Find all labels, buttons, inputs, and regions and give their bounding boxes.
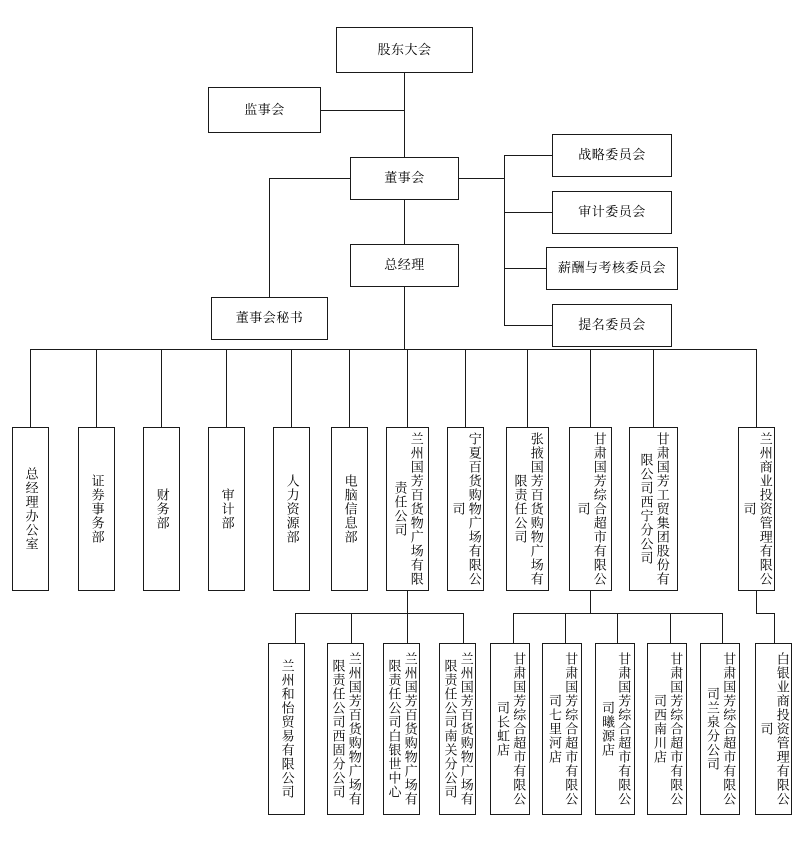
drop-securities-dept — [96, 349, 97, 427]
node-securities-dept[interactable] — [78, 427, 115, 591]
drop-lanzhou-commercial-investment — [756, 349, 757, 427]
drop-gansu-guofang-shuyuan — [617, 613, 618, 643]
node-shareholders-meeting[interactable] — [336, 27, 473, 73]
connector-bus-to-nomination — [504, 325, 552, 326]
node-baiyin-commercial-investment[interactable] — [755, 643, 792, 815]
drop-gm-office — [30, 349, 31, 427]
committee-bus-vertical — [504, 155, 505, 325]
node-label: 薪酬与考核委员会 — [557, 260, 666, 276]
node-label: 甘肃国芳综合超市有限公司 — [575, 432, 607, 586]
node-label: 证券事务部 — [89, 474, 105, 544]
node-board-of-directors[interactable] — [350, 157, 459, 200]
drop-gansu-guofang-qilihe — [565, 613, 566, 643]
level4-bus-lanzhou — [295, 613, 463, 614]
connector-board-to-secretary-h — [269, 178, 350, 179]
drop-lanzhou-guofang-dept-store — [407, 349, 408, 427]
drop-lanzhou-guofang-nanguan — [463, 613, 464, 643]
node-label: 总经理 — [384, 257, 425, 273]
node-label: 甘肃国芳综合超市有限公司长虹店 — [495, 652, 527, 806]
node-gansu-guofang-supermarket[interactable] — [569, 427, 612, 591]
node-label: 董事会 — [384, 170, 425, 186]
connector-gansu-supermarket-down — [590, 591, 591, 613]
node-nomination-committee[interactable] — [552, 304, 672, 347]
connector-bus-to-strategy — [504, 155, 552, 156]
drop-gansu-guogong-xining — [653, 349, 654, 427]
drop-ningxia-guofang-store — [465, 349, 466, 427]
node-label: 甘肃国芳综合超市有限公司曦源店 — [600, 652, 632, 806]
node-lanzhou-commercial-investment[interactable] — [738, 427, 775, 591]
node-zhangye-guofang-store[interactable] — [506, 427, 549, 591]
node-label: 兰州商业投资管理有限公司 — [741, 432, 773, 586]
node-strategy-committee[interactable] — [552, 134, 672, 177]
node-label: 监事会 — [244, 101, 285, 117]
node-gm-office[interactable] — [12, 427, 49, 591]
connector-lanzhou-store-down — [407, 591, 408, 613]
node-gansu-guofang-xichuan[interactable] — [647, 643, 687, 815]
node-label: 战略委员会 — [578, 147, 646, 163]
connector-board-to-gm — [404, 200, 405, 244]
node-it-dept[interactable] — [331, 427, 368, 591]
connector-board-to-secretary-v — [269, 178, 270, 297]
connector-board-to-committee-bus — [459, 178, 504, 179]
node-remuneration-committee[interactable] — [546, 247, 678, 290]
node-gansu-guofang-qilihe[interactable] — [542, 643, 582, 815]
node-gansu-guofang-shuyuan[interactable] — [595, 643, 635, 815]
connector-lanzhou-investment-down — [756, 591, 757, 613]
node-label: 甘肃国芳综合超市有限公司七里河店 — [547, 652, 579, 806]
node-label: 兰州国芳百货购物广场有限责任公司白银世中心 — [386, 652, 418, 806]
node-lanzhou-guofang-dept-store[interactable] — [386, 427, 429, 591]
node-label: 张掖国芳百货购物广场有限责任公司 — [512, 432, 544, 586]
node-gansu-guofang-changhong[interactable] — [490, 643, 530, 815]
connector-supervisory-to-spine — [321, 110, 404, 111]
node-gansu-guogong-xining[interactable] — [629, 427, 678, 591]
node-label: 电脑信息部 — [342, 474, 358, 544]
drop-lanzhou-guofang-baiyin — [407, 613, 408, 643]
drop-hr-dept — [291, 349, 292, 427]
level3-bus — [30, 349, 756, 350]
drop-lanzhou-hehe-trade — [295, 613, 296, 643]
connector-gm-to-bus — [404, 287, 405, 349]
node-general-manager[interactable] — [350, 244, 459, 287]
drop-audit-dept — [226, 349, 227, 427]
node-label: 提名委员会 — [578, 317, 646, 333]
drop-baiyin-commercial-investment — [774, 613, 775, 643]
node-gansu-guofang-lanzhou[interactable] — [700, 643, 740, 815]
node-label: 甘肃国芳综合超市有限公司兰泉分公司 — [705, 652, 737, 806]
node-label: 兰州国芳百货物广场有限责任公司 — [392, 432, 424, 586]
node-hr-dept[interactable] — [273, 427, 310, 591]
node-label: 董事会秘书 — [235, 310, 304, 326]
node-lanzhou-guofang-baiyin[interactable] — [383, 643, 420, 815]
node-label: 人力资源部 — [284, 474, 300, 544]
node-label: 兰州和怡贸易有限公司 — [279, 659, 295, 799]
node-label: 兰州国芳百货购物广场有限责任公司南关分公司 — [442, 652, 474, 806]
node-supervisory-board[interactable] — [208, 87, 321, 133]
node-board-secretary[interactable] — [211, 297, 328, 340]
node-label: 审计部 — [219, 488, 235, 530]
node-label: 股东大会 — [377, 41, 432, 57]
drop-it-dept — [349, 349, 350, 427]
node-label: 甘肃国芳综合超市有限公司西南川店 — [652, 652, 684, 806]
connector-bus-to-audit — [504, 212, 552, 213]
node-label: 宁夏百货购物广场有限公司 — [450, 432, 482, 586]
connector-shareholders-to-board — [404, 73, 405, 157]
drop-gansu-guofang-changhong — [513, 613, 514, 643]
node-lanzhou-hehe-trade[interactable] — [268, 643, 305, 815]
node-label: 总经理办公室 — [23, 467, 39, 551]
node-audit-dept[interactable] — [208, 427, 245, 591]
drop-gansu-guofang-xichuan — [670, 613, 671, 643]
drop-zhangye-guofang-store — [527, 349, 528, 427]
drop-gansu-guofang-lanzhou — [722, 613, 723, 643]
node-label: 白银业商投资管理有限公司 — [758, 652, 790, 806]
node-ningxia-guofang-store[interactable] — [447, 427, 484, 591]
drop-lanzhou-guofang-xigu — [351, 613, 352, 643]
node-label: 兰州国芳百货购物广场有限责任公司西固分公司 — [330, 652, 362, 806]
level4-bus-baiyin — [756, 613, 774, 614]
node-lanzhou-guofang-xigu[interactable] — [327, 643, 364, 815]
node-label: 审计委员会 — [578, 204, 646, 220]
node-label: 甘肃国芳工贸集团股份有限公司西宁分公司 — [638, 432, 670, 586]
connector-bus-to-remuneration — [504, 268, 552, 269]
drop-finance-dept — [161, 349, 162, 427]
drop-gansu-guofang-supermarket — [590, 349, 591, 427]
node-finance-dept[interactable] — [143, 427, 180, 591]
node-label: 财务部 — [154, 488, 170, 530]
node-audit-committee[interactable] — [552, 191, 672, 234]
node-lanzhou-guofang-nanguan[interactable] — [439, 643, 476, 815]
